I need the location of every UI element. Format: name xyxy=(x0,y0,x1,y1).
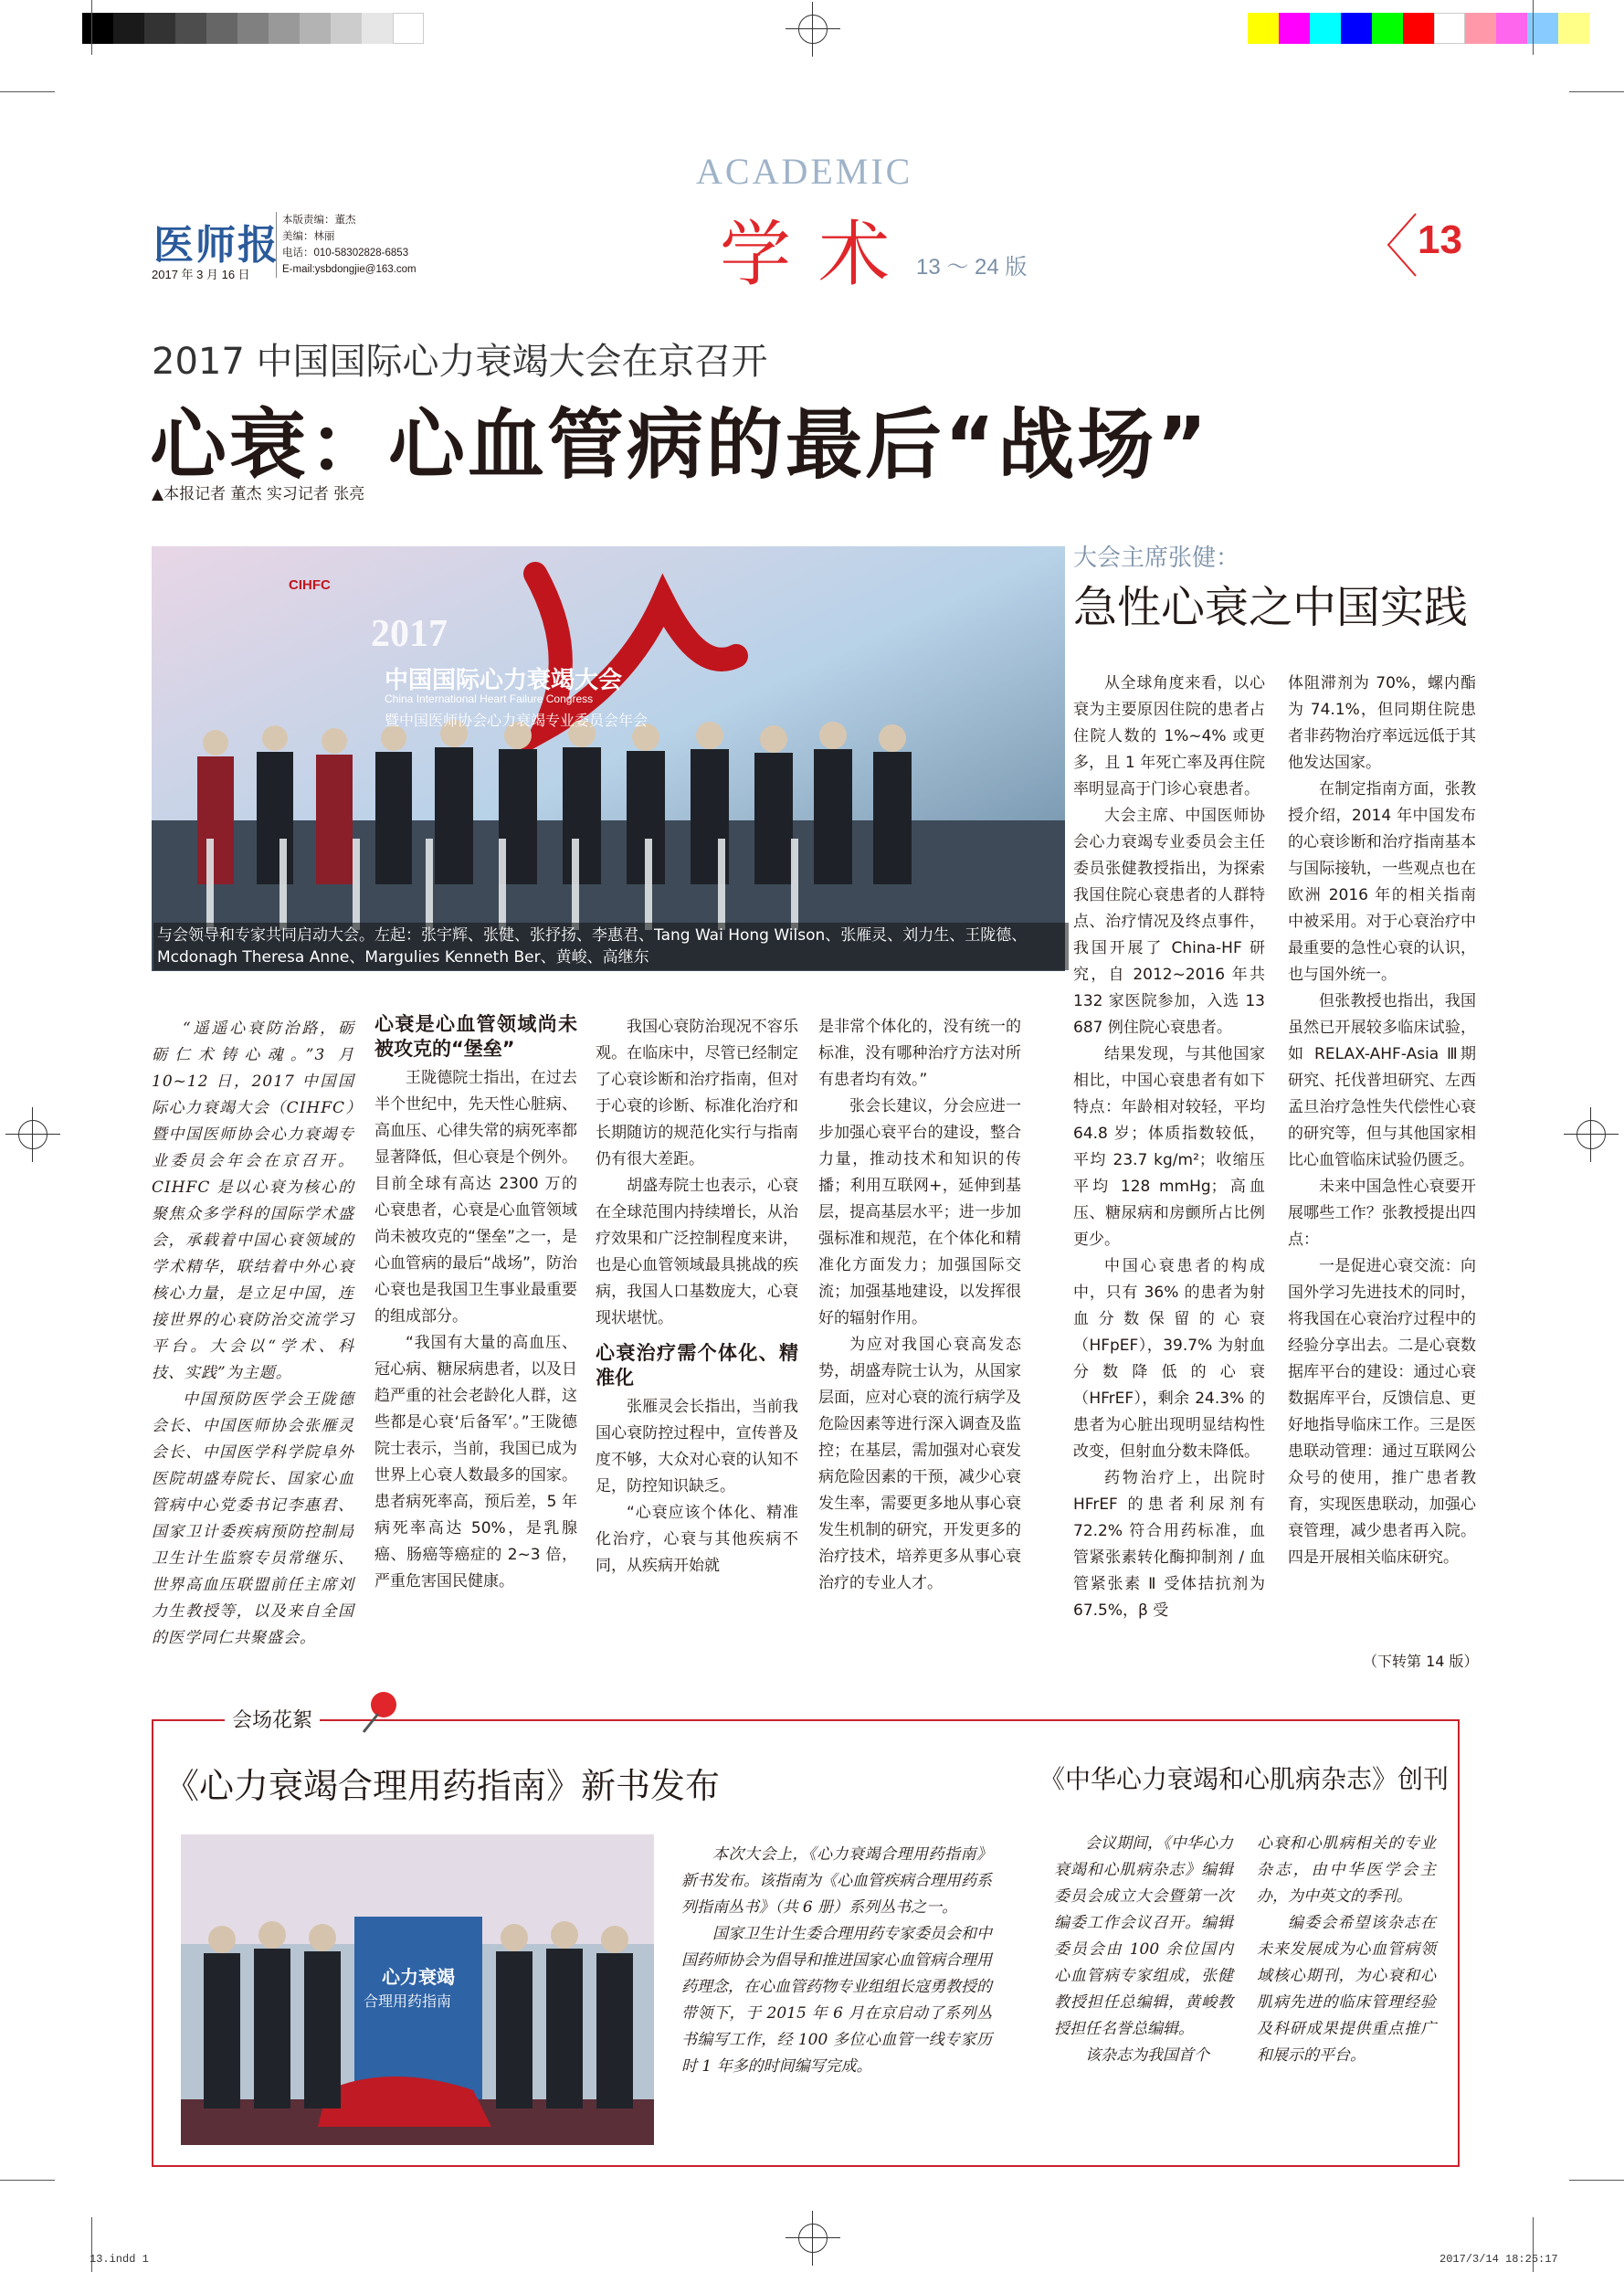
file-slug: 13.indd 1 xyxy=(90,2253,149,2266)
paragraph: 中国预防医学会王陇德会长、中国医师协会张雁灵会长、中国医学科学院阜外医院胡盛寿院长、国家心血管病中心党委书记李惠君、国家卫计委疾病预防控制局卫生计生监察专员常继乐、世界高血压联盟前任主席刘力生教授等，以及来自全国的医学同仁共聚盛会。 xyxy=(152,1390,354,1647)
editor-info xyxy=(276,212,417,278)
news-title-book-release: 《心力衰竭合理用药指南》新书发布 xyxy=(164,1766,721,1806)
box-tab-label: 会场花絮 xyxy=(225,1705,320,1733)
book-cover-subtitle: 合理用药指南 xyxy=(364,1992,452,2010)
photo-caption: 与会领导和专家共同启动大会。左起：张宇辉、张健、张抒扬、李惠君、Tang Wai Hong Wilson、张雁灵、刘力生、王陇德、Mcdonagh Theresa Anne、Margulies Kenneth Ber、黄峻、高继东 xyxy=(153,923,1069,970)
paragraph: 心衰和心肌病相关的专业杂志，由中华医学会主办，为中英文的季刊。 xyxy=(1257,1834,1436,1906)
backdrop-year: 2017 xyxy=(371,613,448,655)
page-chevron-icon xyxy=(1385,212,1418,278)
text-column-4 xyxy=(818,1014,1021,1597)
newspaper-logo: 医师报 xyxy=(153,222,279,269)
text-column-2 xyxy=(374,1010,577,1595)
text-column-1 xyxy=(152,1016,354,1652)
backdrop-logo: CIHFC xyxy=(289,577,331,593)
page-range: 13 ～ 24 版 xyxy=(916,255,1028,280)
paragraph: 药物治疗上，出院时 HFrEF 的患者利尿剂有 72.2% 符合用药标准，血管紧张素转化酶抑制剂 / 血管紧张素 Ⅱ 受体拮抗剂为 67.5%，β 受 xyxy=(1073,1469,1265,1620)
journal-text-1 xyxy=(1054,1831,1233,2069)
registration-mark-left xyxy=(5,1107,60,1162)
registration-mark-top xyxy=(786,2,840,57)
paragraph: 张雁灵会长指出，当前我国心衰防控过程中，宣传普及度不够，大众对心衰的认知不足，防控知识缺乏。 xyxy=(596,1398,798,1495)
page-number: 13 xyxy=(1418,217,1462,262)
paragraph: 但张教授也指出，我国虽然已开展较多临床试验，如 RELAX-AHF-Asia Ⅲ期研究、托伐普坦研究、左西孟旦治疗急性失代偿性心衰的研究等，但与其他国家相比心血管临床试验仍匮乏。 xyxy=(1288,992,1476,1169)
paragraph: 中国心衰患者的构成中，只有 36% 的患者为射血分数保留的心衰（HFpEF），39.7% 为射血分数降低的心衰（HFrEF），剩余 24.3% 的患者为心脏出现明显结构性改变，但射血分数未降低。 xyxy=(1073,1257,1265,1461)
backdrop-title: 中国国际心力衰竭大会 xyxy=(385,667,623,694)
article-title: 心衰：心血管病的最后“战场” xyxy=(150,400,1210,490)
crop-line xyxy=(0,2180,55,2181)
paragraph: 王陇德院士指出，在过去半个世纪中，先天性心脏病、高血压、心律失常的病死率都显著降低，但心衰是个例外。目前全球有高达 2300 万的心衰患者，心衰是心血管领域尚未被攻克的“堡垒”之一，是心血管病的最后“战场”，防治心衰也是我国卫生事业最重要的组成部分。 xyxy=(374,1069,577,1326)
stage-illustration xyxy=(152,546,1065,971)
designer: 美编：林丽 xyxy=(282,231,335,242)
crop-line xyxy=(0,91,55,92)
paragraph: 会议期间，《中华心力衰竭和心肌病杂志》编辑委员会成立大会暨第一次编委工作会议召开。编辑委员会由 100 余位国内心血管病专家组成，张健教授担任总编辑，黄峻教授担任名誉总编辑。 xyxy=(1054,1834,1233,2038)
paragraph: “心衰应该个体化、精准化治疗，心衰与其他疾病不同，从疾病开始就 xyxy=(596,1504,798,1575)
paragraph: 张会长建议，分会应进一步加强心衰平台的建设，整合力量，推动技术和知识的传播；利用互联网+，延伸到基层，提高基层水平；进一步加强标准和规范，在个体化和精准化方面发力；加强国际交流；加强基地建设，以发挥很好的辐射作用。 xyxy=(818,1097,1021,1327)
text-column-3 xyxy=(596,1014,798,1580)
paragraph: 国家卫生计生委合理用药专家委员会和中国药师协会为倡导和推进国家心血管病合理用药理念，在心血管药物专业组组长寇勇教授的带领下，于 2015 年 6 月在京启动了系列丛书编写工作，经 100 多位心血管一线专家历时 1 年多的时间编写完成。 xyxy=(681,1925,992,2076)
paragraph: “我国有大量的高血压、冠心病、糖尿病患者，以及日趋严重的社会老龄化人群，这些都是心衰‘后备军’。”王陇德院士表示，当前，我国已成为世界上心衰人数最多的国家。患者病死率高，预后差，5 年病死率高达 50%，是乳腺癌、肠癌等癌症的 2~3 倍，严重危害国民健康。 xyxy=(374,1334,577,1590)
paragraph: 该杂志为我国首个 xyxy=(1085,2046,1209,2065)
phone: 电话：010-58302828-6853 xyxy=(282,248,409,259)
backdrop-subtitle: 暨中国医师协会心力衰竭专业委员会年会 xyxy=(385,712,649,729)
paragraph: 是非常个体化的，没有统一的标准，没有哪种治疗方法对所有患者均有效。” xyxy=(818,1018,1021,1089)
sidebar-title: 急性心衰之中国实践 xyxy=(1073,582,1469,633)
paragraph: 在制定指南方面，张教授介绍，2014 年中国发布的心衰诊断和治疗指南基本与国际接轨，一些观点也在欧洲 2016 年的相关指南中被采用。对于心衰治疗中最重要的急性心衰的认识，也与国外统一。 xyxy=(1288,780,1476,984)
book-release-text xyxy=(681,1842,992,2080)
sidebar-subtitle: 大会主席张健： xyxy=(1073,544,1240,572)
text-column-6 xyxy=(1288,671,1476,1571)
crop-line xyxy=(1569,91,1624,92)
section-label-en: ACADEMIC xyxy=(696,151,913,192)
paragraph: 胡盛寿院士也表示，心衰在全球范围内持续增长，从治疗效果和广泛控制程度来讲，也是心血管领域最具挑战的疾病，我国人口基数庞大，心衰现状堪忧。 xyxy=(596,1177,798,1327)
registration-mark-bottom xyxy=(786,2211,840,2266)
paragraph: 大会主席、中国医师协会心力衰竭专业委员会主任委员张健教授指出，为探索我国住院心衰患者的人群特点、治疗情况及终点事件，我国开展了 China-HF 研究，自 2012~2016 年共 132 家医院参加，入选 13 687 例住院心衰患者。 xyxy=(1073,807,1265,1037)
news-title-journal-launch: 《中华心力衰竭和心肌病杂志》创刊 xyxy=(1039,1764,1450,1794)
paragraph: 一是促进心衰交流：向国外学习先进技术的同时，将我国在心衰治疗过程中的经验分享出去。二是心衰数据库平台的建设：通过心衰数据库平台，反馈信息、更好地指导临床工作。三是医患联动管理：通过互联网公众号的使用，推广患者教育，实现医患联动，加强心衰管理，减少患者再入院。四是开展相关临床研究。 xyxy=(1288,1257,1476,1567)
paragraph: 体阻滞剂为 70%，螺内酯为 74.1%，但同期住院患者非药物治疗率远远低于其他发达国家。 xyxy=(1288,674,1476,772)
email: E-mail:ysbdongjie@163.com xyxy=(282,264,417,275)
section-heading: 心衰是心血管领域尚未被攻克的“堡垒” xyxy=(374,1013,577,1060)
paragraph: 结果发现，与其他国家相比，中国心衰患者有如下特点：年龄相对较轻，平均 64.8 岁；体质指数较低，平均 23.7 kg/m²；收缩压平均 128 mmHg；高血压、糖尿病和房颤所占比例更少。 xyxy=(1073,1045,1265,1249)
paragraph: 编委会希望该杂志在未来发展成为心血管病领域核心期刊，为心衰和心肌病先进的临床管理经验及科研成果提供重点推广和展示的平台。 xyxy=(1257,1914,1436,2065)
paragraph: 本次大会上，《心力衰竭合理用药指南》新书发布。该指南为《心血管疾病合理用药系列指南丛书》（共 6 册）系列丛书之一。 xyxy=(681,1845,992,1917)
crop-line xyxy=(91,0,92,55)
paragraph: “遥遥心衰防治路，砺砺仁术铸心魂。”3 月 10~12 日，2017 中国国际心力衰竭大会（CIHFC）暨中国医师协会心力衰竭专业委员会年会在京召开。CIHFC 是以心衰为核心的聚焦众多学科的国际学术盛会，承载着中国心衰领域的学术精华，联结着中外心衰核心力量，是立足中国，连接世界的心衰防治交流学习平台。大会以“学术、科技、实践”为主题。 xyxy=(152,1020,354,1382)
grayscale-bar xyxy=(82,13,424,44)
conference-photo xyxy=(152,546,1065,971)
registration-mark-right xyxy=(1564,1107,1619,1162)
color-bar xyxy=(1248,13,1589,44)
paragraph: 未来中国急性心衰要开展哪些工作？张教授提出四点： xyxy=(1288,1178,1476,1249)
book-launch-photo xyxy=(181,1834,654,2145)
editor: 本版责编：董杰 xyxy=(282,215,356,226)
journal-text-2 xyxy=(1257,1831,1436,2069)
byline: ▲本报记者 董杰 实习记者 张亮 xyxy=(152,485,365,503)
text-column-5 xyxy=(1073,671,1265,1624)
section-title: 学术 xyxy=(720,214,918,296)
section-heading: 心衰治疗需个体化、精准化 xyxy=(596,1342,798,1389)
issue-date: 2017 年 3 月 16 日 xyxy=(152,268,250,281)
crop-line xyxy=(1569,2180,1624,2181)
article-subtitle: 2017 中国国际心力衰竭大会在京召开 xyxy=(152,341,768,383)
pushpin-icon xyxy=(356,1686,407,1738)
continued-note: （下转第 14 版） xyxy=(1363,1653,1479,1670)
crop-line xyxy=(1533,0,1534,55)
book-cover-title: 心力衰竭 xyxy=(382,1966,455,1988)
paragraph: 为应对我国心衰高发态势，胡盛寿院士认为，从国家层面，应对心衰的流行病学及危险因素等进行深入调查及监控；在基层，需加强对心衰发病危险因素的干预，减少心衰发生率，需要更多地从事心衰发生机制的研究，开发更多的治疗技术，培养更多从事心衰治疗的专业人才。 xyxy=(818,1336,1021,1592)
paragraph: 从全球角度来看，以心衰为主要原因住院的患者占住院人数的 1%~4% 或更多，且 1 年死亡率及再住院率明显高于门诊心衰患者。 xyxy=(1073,674,1265,798)
paragraph: 我国心衰防治现况不容乐观。在临床中，尽管已经制定了心衰诊断和治疗指南，但对于心衰的诊断、标准化治疗和长期随访的规范化实行与指南仍有很大差距。 xyxy=(596,1018,798,1168)
print-timestamp: 2017/3/14 18:25:17 xyxy=(1439,2253,1558,2266)
backdrop-subtitle-en: China International Heart Failure Congress xyxy=(385,692,594,705)
